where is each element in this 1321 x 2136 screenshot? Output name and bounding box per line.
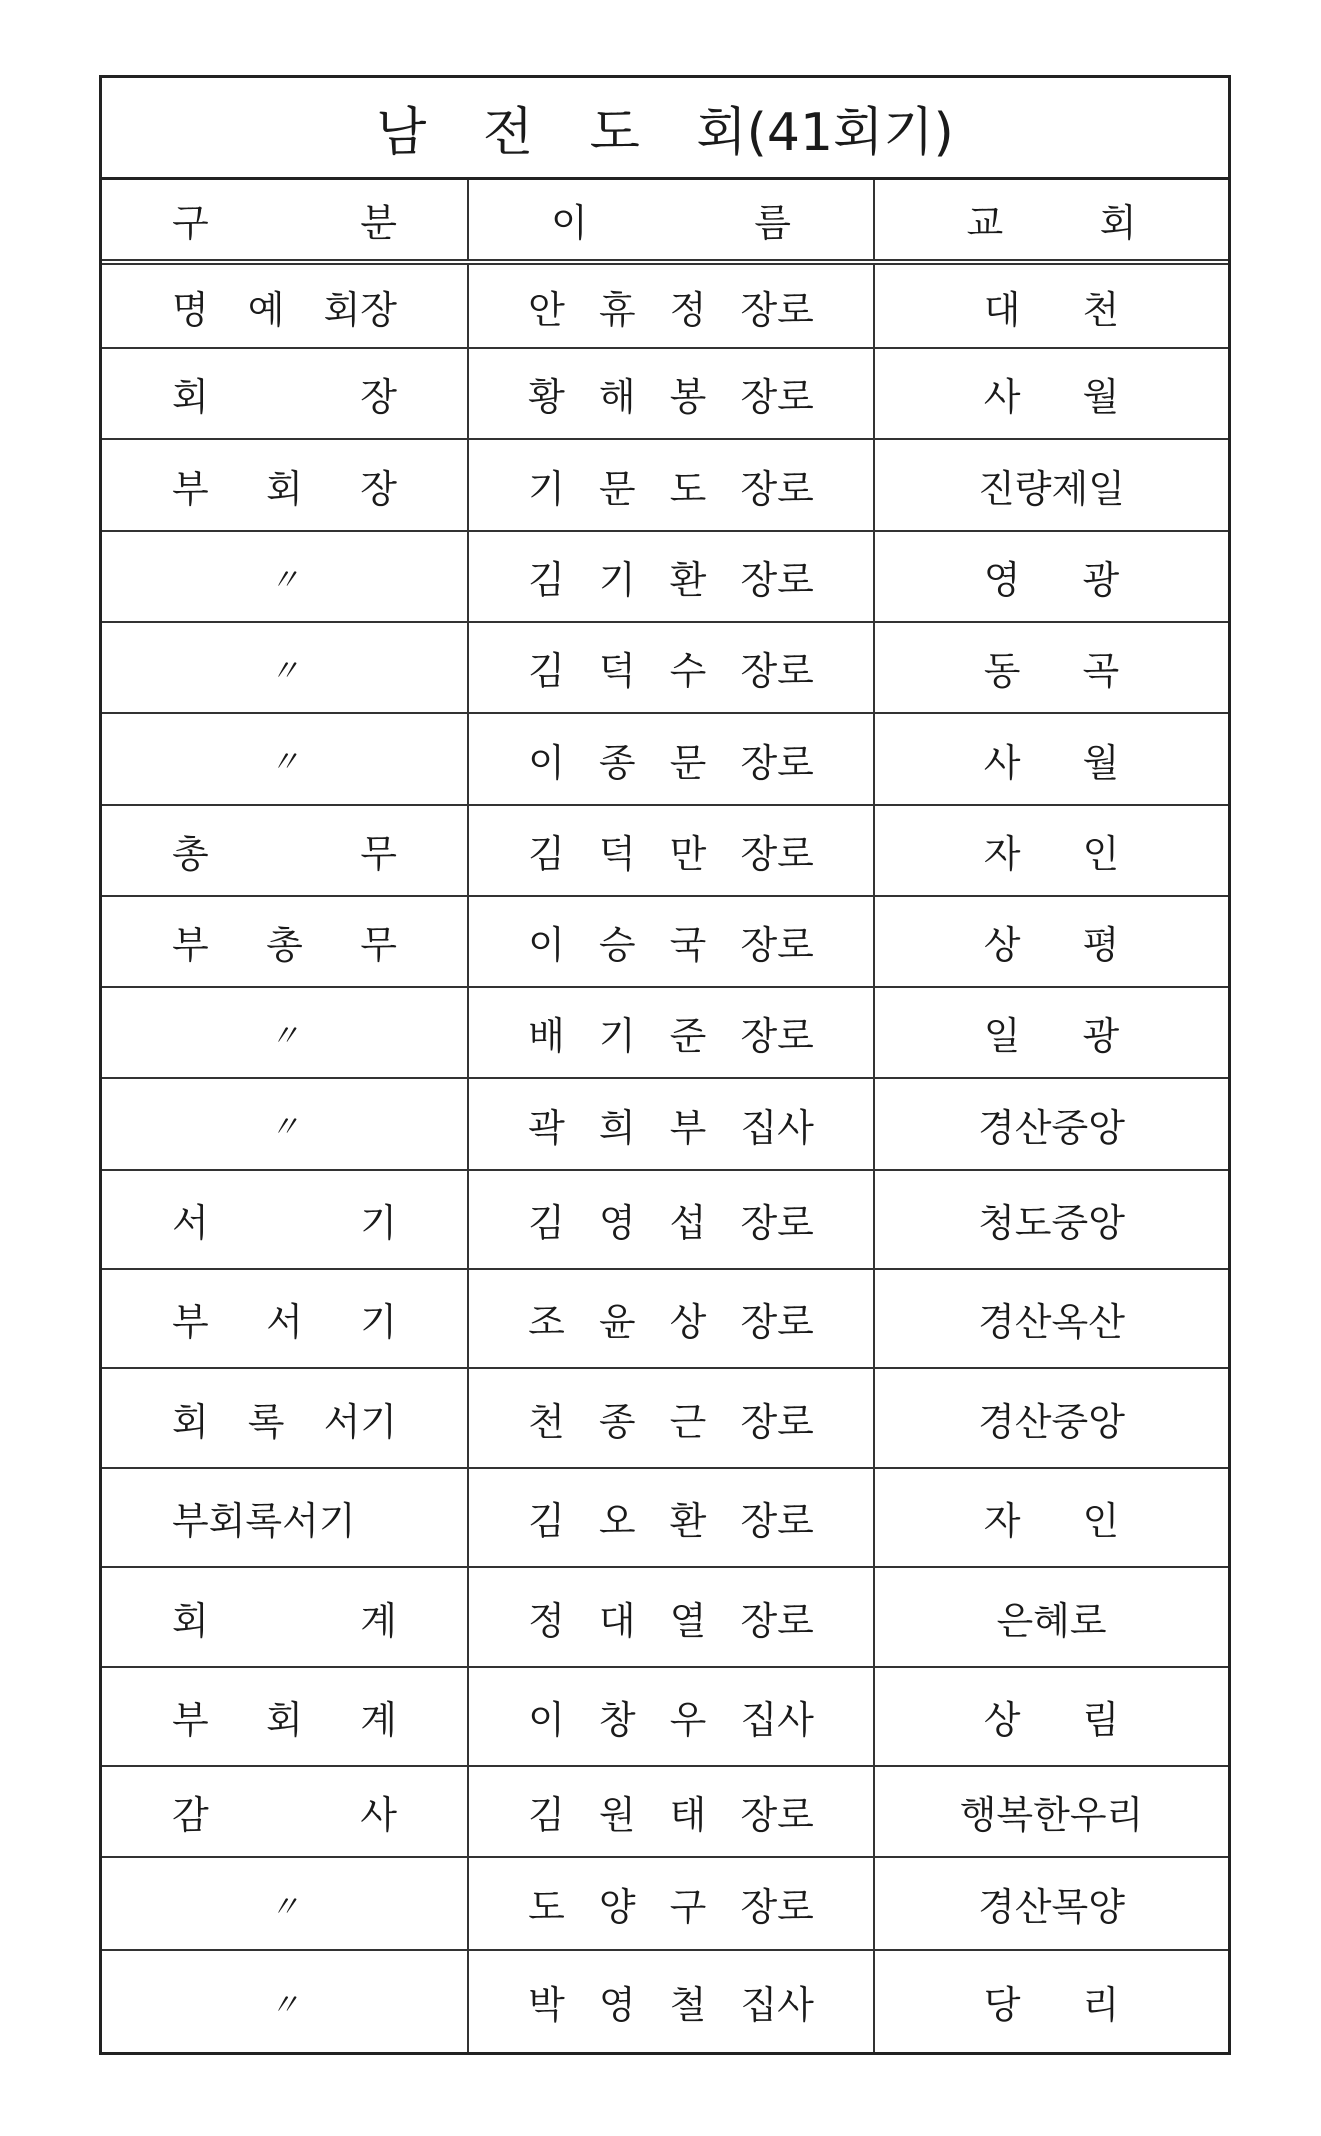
church-cell: 자 인 [983,1499,1120,1543]
church-cell: 경산옥산 [978,1300,1125,1344]
name-cell: 김 원 태 장로 [528,1793,814,1837]
church-cell: 상 평 [983,923,1120,967]
officers-table [99,75,1231,2055]
role-cell: 서 기 [172,1201,397,1245]
header-church: 교 회 [966,201,1137,245]
table-row [102,806,1228,897]
church-cell: 경산중앙 [978,1105,1125,1150]
role-cell: 부 총 무 [172,923,397,967]
role-cell: 부회록서기 [172,1499,356,1543]
header-row [102,180,1228,265]
table-row [102,1668,1228,1767]
table-title: 남 전 도 회(41회기) [102,78,1228,180]
church-cell: 행복한우리 [959,1793,1144,1837]
role-cell: 회 록 서기 [172,1399,397,1444]
name-cell: 이 승 국 장로 [528,923,814,967]
church-cell: 사 월 [983,740,1120,785]
role-cell: 부 회 계 [172,1698,397,1742]
table-row [102,1767,1228,1858]
name-cell: 김 기 환 장로 [528,558,814,602]
role-cell: 명 예 회장 [172,287,397,332]
role-cell: 〃 [269,1889,300,1925]
name-cell: 김 오 환 장로 [528,1499,814,1543]
table-body [102,265,1228,2052]
table-row [102,1858,1228,1951]
name-cell: 조 윤 상 장로 [528,1300,814,1344]
name-cell: 곽 희 부 집사 [528,1105,814,1150]
name-cell: 황 해 봉 장로 [528,375,814,419]
table-row [102,532,1228,623]
role-cell: 총 무 [172,832,397,876]
header-role: 구 분 [172,201,397,245]
table-row [102,1568,1228,1668]
church-cell: 대 천 [983,287,1120,332]
church-cell: 진량제일 [978,466,1125,511]
table-row [102,265,1228,349]
role-cell: 〃 [269,1987,300,2023]
church-cell: 사 월 [983,375,1120,419]
name-cell: 기 문 도 장로 [528,466,814,511]
name-cell: 이 종 문 장로 [528,740,814,785]
name-cell: 김 덕 수 장로 [528,649,814,693]
table-row [102,1469,1228,1568]
role-cell: 〃 [269,562,300,598]
name-cell: 정 대 열 장로 [528,1598,814,1643]
name-cell: 박 영 철 집사 [528,1983,814,2027]
table-row [102,1171,1228,1270]
name-cell: 도 양 구 장로 [528,1885,814,1929]
role-cell: 회 계 [172,1598,397,1643]
church-cell: 상 림 [983,1698,1120,1742]
name-cell: 천 종 근 장로 [528,1399,814,1444]
table-row [102,714,1228,806]
table-row [102,897,1228,988]
name-cell: 안 휴 정 장로 [528,287,814,332]
table-row [102,623,1228,714]
role-cell: 부 서 기 [172,1300,397,1344]
church-cell: 청도중앙 [978,1201,1125,1245]
church-cell: 영 광 [983,558,1120,602]
name-cell: 김 영 섭 장로 [528,1201,814,1245]
table-row [102,1270,1228,1369]
table-row [102,1951,1228,2052]
role-cell: 〃 [269,745,300,780]
church-cell: 경산목양 [978,1885,1125,1929]
table-row [102,1369,1228,1469]
role-cell: 감 사 [172,1793,397,1837]
church-cell: 일 광 [983,1014,1120,1058]
name-cell: 이 창 우 집사 [528,1698,814,1742]
church-cell: 당 리 [983,1983,1120,2027]
table-row [102,440,1228,532]
table-row [102,988,1228,1079]
table-row [102,1079,1228,1171]
name-cell: 배 기 준 장로 [528,1014,814,1058]
church-cell: 자 인 [983,832,1120,876]
role-cell: 〃 [269,653,300,689]
header-name: 이 름 [551,201,791,245]
church-cell: 동 곡 [983,649,1120,693]
role-cell: 부 회 장 [172,466,397,511]
role-cell: 〃 [269,1110,300,1145]
name-cell: 김 덕 만 장로 [528,832,814,876]
church-cell: 경산중앙 [978,1399,1125,1444]
church-cell: 은혜로 [996,1598,1107,1643]
role-cell: 〃 [269,1018,300,1054]
role-cell: 회 장 [172,375,397,419]
table-row [102,349,1228,440]
